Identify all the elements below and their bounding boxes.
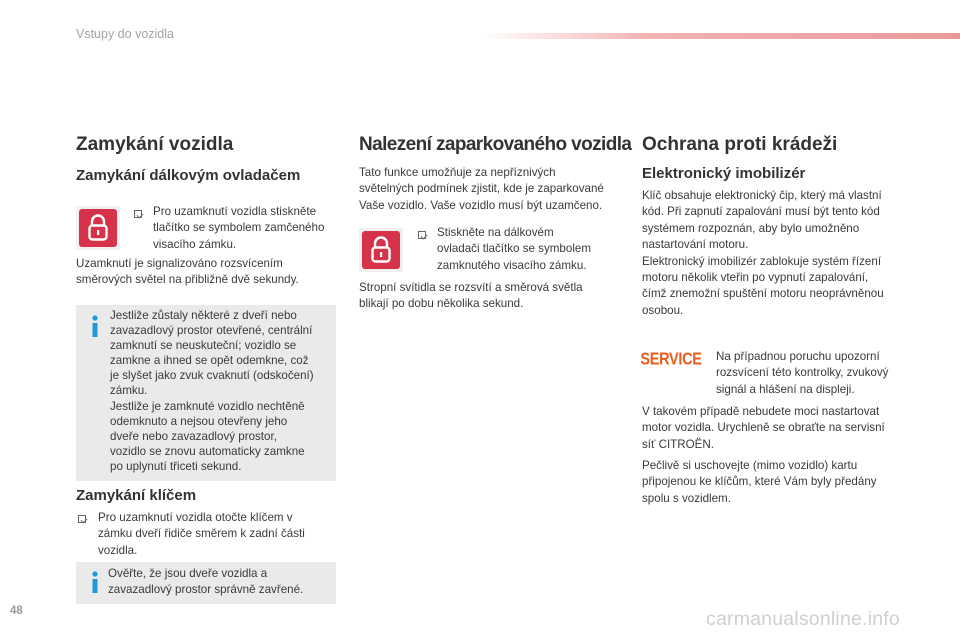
info-text-doors-open: Jestliže zůstaly některé z dveří nebo zavazadlový prostor otevřené, centrální zamknutí se neuskuteční; vozidlo se zamkne a ihned se opět odemkne, což je slyšet jako zvuk cvaknutí (odskočení) zámku. Jestliže je zamknuté vozidlo nechtěně odemknuto a nejsou otevřeny jeho dveře nebo zavazadlový prostor, vozidlo se znovu automaticky zamkne po uplynutí třiceti sekund. bbox=[110, 309, 314, 473]
lock-button-tile bbox=[359, 228, 403, 272]
header-rule bbox=[480, 33, 960, 39]
instruction-find-vehicle: Stiskněte na dálkovém ovladači tlačítko se symbolem zamknutého visacího zámku. bbox=[437, 226, 592, 272]
paragraph-find-vehicle: Tato funkce umožňuje za nepříznivých světelných podmínek zjistit, kde je zaparkované Vaše vozidlo. Vaše vozidlo musí být uzamčeno. bbox=[359, 166, 604, 212]
watermark: carmanualsonline.info bbox=[706, 608, 900, 630]
bullet-marker bbox=[418, 231, 426, 239]
paragraph-fault-warning: Na případnou poruchu upozorní rozsvícení této kontrolky, zvukový signál a hlášení na displeji. bbox=[716, 350, 889, 396]
padlock-icon bbox=[79, 209, 117, 247]
lock-button-face bbox=[362, 231, 400, 269]
paragraph-lights-blink: Stropní svítidla se rozsvítí a směrová světla blikají po dobu několika sekund. bbox=[359, 281, 583, 311]
info-box-check-doors bbox=[76, 562, 336, 604]
subheading-immobiliser: Elektronický imobilizér bbox=[642, 165, 806, 182]
page-number: 48 bbox=[10, 605, 23, 617]
instruction-key-lock: Pro uzamknutí vozidla otočte klíčem v zámku dveří řidiče směrem k zadní části vozidla. bbox=[98, 511, 305, 557]
lock-button-face bbox=[79, 209, 117, 247]
instruction-remote-lock: Pro uzamknutí vozidla stiskněte tlačítko se symbolem zamčeného visacího zámku. bbox=[153, 205, 325, 251]
paragraph-keep-card: Pečlivě si uschovejte (mimo vozidlo) kartu připojenou ke klíčům, které Vám byly předány spolu s vozidlem. bbox=[642, 459, 877, 505]
service-warning-icon bbox=[640, 350, 702, 378]
bullet-marker bbox=[78, 515, 86, 523]
info-box-doors-open bbox=[76, 305, 336, 481]
subheading-remote-locking: Zamykání dálkovým ovladačem bbox=[76, 167, 301, 184]
paragraph-contact-service: V takovém případě nebudete moci nastartovat motor vozidla. Urychleně se obraťte na servisní síť CITROËN. bbox=[642, 405, 885, 451]
paragraph-immobiliser: Klíč obsahuje elektronický čip, který má vlastní kód. Při zapnutí zapalování musí být tento kód systémem rozpoznán, aby bylo umožněno nastartování motoru. Elektronický imobilizér zablokuje systém řízení motoru několik vteřin po vypnutí zapalování, čímž znemožní spuštění motoru neoprávněnou osobou. bbox=[642, 189, 884, 317]
info-icon bbox=[87, 314, 103, 338]
section-title: Vstupy do vozidla bbox=[76, 27, 174, 41]
bullet-marker bbox=[134, 210, 142, 218]
heading-find-vehicle: Nalezení zaparkovaného vozidla bbox=[359, 134, 632, 155]
info-text-check-doors: Ověřte, že jsou dveře vozidla a zavazadlový prostor správně zavřené. bbox=[108, 567, 304, 597]
heading-anti-theft: Ochrana proti krádeži bbox=[642, 134, 838, 155]
padlock-icon bbox=[362, 231, 400, 269]
paragraph-lock-signal: Uzamknutí je signalizováno rozsvícením směrových světel na přibližně dvě sekundy. bbox=[76, 257, 299, 287]
info-icon bbox=[87, 570, 103, 594]
subheading-key-locking: Zamykání klíčem bbox=[76, 487, 197, 504]
service-label: SERVICE bbox=[640, 350, 702, 370]
heading-locking: Zamykání vozidla bbox=[76, 134, 234, 155]
lock-button-tile bbox=[76, 206, 120, 250]
